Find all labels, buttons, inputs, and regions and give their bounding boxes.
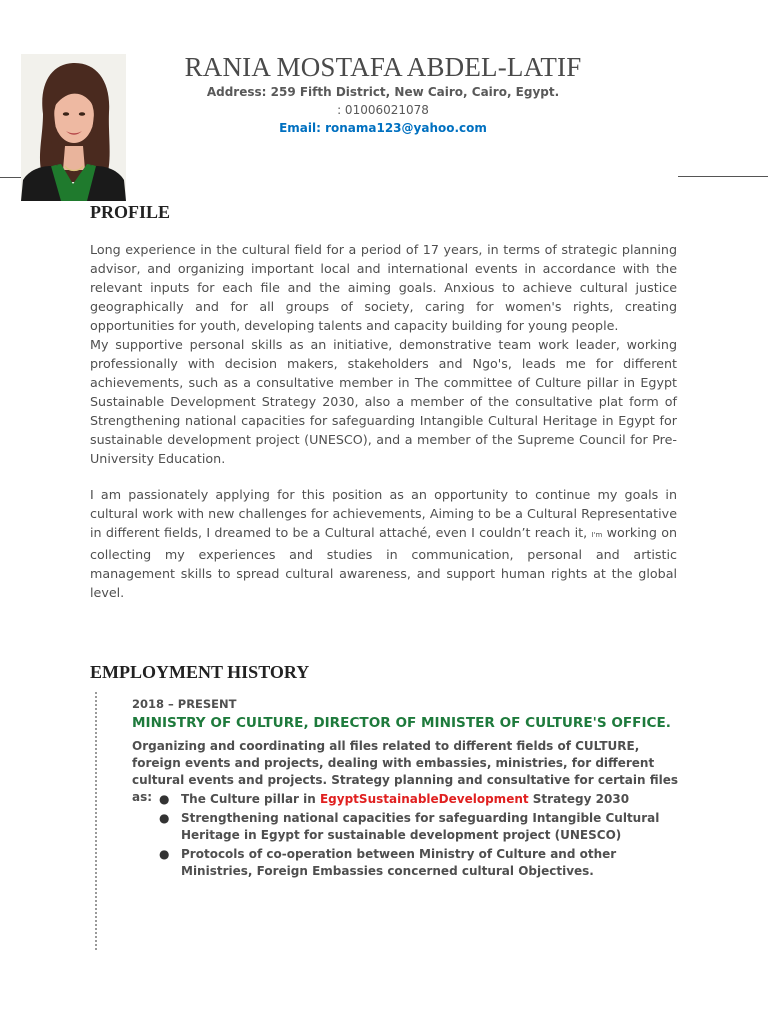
- bullet-3-text: Protocols of co-operation between Ministry of Culture and other Ministries, Foreign Embassies concerned cultural Objectives.: [181, 847, 617, 878]
- paragraph-3-small-text: I'm: [591, 531, 603, 539]
- bullet-icon: ●: [159, 792, 170, 806]
- profile-photo: [21, 54, 126, 201]
- timeline-dotted-line: [95, 692, 97, 950]
- list-item: [132, 846, 677, 880]
- employment-bullet-list: [132, 791, 677, 882]
- header-rule-right: [678, 176, 768, 177]
- bullet-icon: ●: [159, 811, 170, 825]
- profile-paragraph-1: Long experience in the cultural field for a period of 17 years, in terms of strategic planning advisor, and organizing important local and international events in accordance with the relevant inputs for each file and the aiming goals. Anxious to achieve cultural justice geographically and for all groups of society, caring for women's rights, creating opportunities for youth, developing talents and capacity building for young people.: [90, 242, 677, 333]
- bullet-1-suffix: Strategy 2030: [528, 792, 630, 806]
- candidate-name: RANIA MOSTAFA ABDEL-LATIF: [184, 52, 582, 82]
- list-item: [132, 810, 677, 844]
- paragraph-3-part-b: working on collecting my experiences and studies in communication, personal and artistic management skills to spread cultural awareness, and support human rights at the global level.: [90, 525, 677, 600]
- employment-date: 2018 – PRESENT: [132, 697, 237, 711]
- address-line: Address: 259 Fifth District, New Cairo, Cairo, Egypt.: [206, 85, 560, 99]
- list-item: [132, 791, 677, 808]
- phone-line: : 01006021078: [337, 103, 429, 117]
- profile-paragraph-3: [90, 485, 677, 602]
- bullet-1-text: The Culture pillar in: [181, 792, 320, 806]
- employment-description: Organizing and coordinating all files related to different fields of CULTURE, foreign events and projects, dealing with embassies, ministries, for different cultural events and projects. Strategy planning and consultative for certain files as:: [132, 739, 678, 804]
- portrait-image: [21, 54, 126, 201]
- bullet-1-highlight: EgyptSustainableDevelopment: [319, 792, 529, 806]
- profile-paragraph-2: My supportive personal skills as an initiative, demonstrative team work leader, working professionally with decision makers, stakeholders and Ngo's, leads me for different achievements, such as a consultative member in The committee of Culture pillar in Egypt Sustainable Development Strategy 2030, also a member of the consultative plat form of Strengthening national capacities for safeguarding Intangible Cultural Heritage in Egypt for sustainable development project (UNESCO), and a member of the Supreme Council for Pre-University Education.: [90, 337, 677, 466]
- bullet-2-text: Strengthening national capacities for safeguarding Intangible Cultural Heritage in Egypt for sustainable development project (UNESCO): [181, 811, 660, 842]
- employment-role: MINISTRY OF CULTURE, DIRECTOR OF MINISTER OF CULTURE'S OFFICE.: [132, 715, 671, 731]
- header-rule-left: [0, 177, 21, 178]
- profile-heading: PROFILE: [90, 202, 171, 222]
- paragraph-3-part-a: I am passionately applying for this position as an opportunity to continue my goals in cultural work with new challenges for achievements, Aiming to be a Cultural Representative in different fields, I dreamed to be a Cultural attaché, even I couldn’t reach it,: [90, 487, 677, 540]
- email-link[interactable]: Email: ronama123@yahoo.com: [279, 121, 487, 135]
- employment-heading: EMPLOYMENT HISTORY: [90, 662, 310, 682]
- bullet-icon: ●: [159, 847, 170, 861]
